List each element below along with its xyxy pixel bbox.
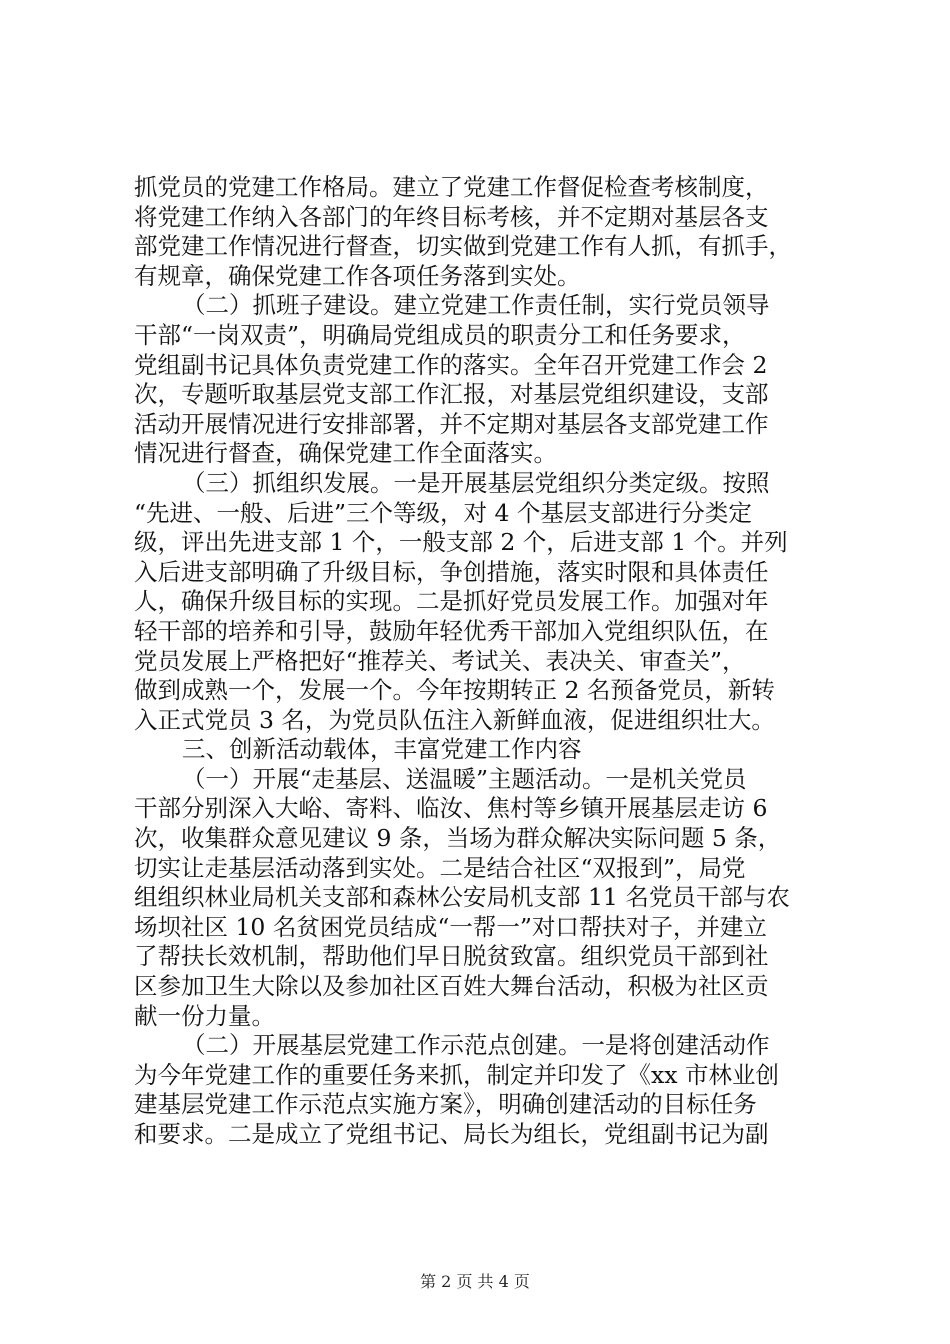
text-line: 次，收集群众意见建议 9 条，当场为群众解决实际问题 5 条， xyxy=(134,824,782,853)
paragraph-start-line: （二）开展基层党建工作示范点创建。一是将创建活动作 xyxy=(182,1031,770,1060)
section-heading: 三、创新活动载体，丰富党建工作内容 xyxy=(182,735,582,764)
paragraph-start-line: （一）开展“走基层、送温暖”主题活动。一是机关党员 xyxy=(182,764,747,793)
text-line: 党组副书记具体负责党建工作的落实。全年召开党建工作会 2 xyxy=(134,350,768,379)
text-line: 献一份力量。 xyxy=(134,1001,275,1030)
text-line: 将党建工作纳入各部门的年终目标考核，并不定期对基层各支 xyxy=(134,202,769,231)
text-line: 抓党员的党建工作格局。建立了党建工作督促检查考核制度， xyxy=(134,173,769,201)
text-line: 入正式党员 3 名，为党员队伍注入新鲜血液，促进组织壮大。 xyxy=(134,705,775,734)
text-line: 人，确保升级目标的实现。二是抓好党员发展工作。加强对年 xyxy=(134,587,769,616)
text-line: 级，评出先进支部 1 个，一般支部 2 个，后进支部 1 个。并列 xyxy=(134,528,788,557)
paragraph-start-line: （三）抓组织发展。一是开展基层党组织分类定级。按照 xyxy=(182,468,770,497)
text-line: “先进、一般、后进”三个等级，对 4 个基层支部进行分类定 xyxy=(134,498,752,527)
text-line: 为今年党建工作的重要任务来抓，制定并印发了《xx 市林业创 xyxy=(134,1060,779,1089)
text-line: 党员发展上严格把好“推荐关、考试关、表决关、审查关”， xyxy=(134,646,746,675)
text-line: 干部分别深入大峪、寄料、临汝、焦村等乡镇开展基层走访 6 xyxy=(134,794,768,823)
text-line: 情况进行督查，确保党建工作全面落实。 xyxy=(134,439,557,468)
text-line: 建基层党建工作示范点实施方案》，明确创建活动的目标任务 xyxy=(134,1090,757,1119)
text-line: 干部“一岗双责”，明确局党组成员的职责分工和任务要求， xyxy=(134,320,746,349)
text-line: 部党建工作情况进行督查，切实做到党建工作有人抓，有抓手， xyxy=(134,232,792,261)
text-line: 区参加卫生大除以及参加社区百姓大舞台活动，积极为社区贡 xyxy=(134,972,769,1001)
text-line: 切实让走基层活动落到实处。二是结合社区“双报到”，局党 xyxy=(134,853,746,882)
text-line: 次，专题听取基层党支部工作汇报，对基层党组织建设，支部 xyxy=(134,380,769,409)
text-line: 活动开展情况进行安排部署，并不定期对基层各支部党建工作 xyxy=(134,409,769,438)
text-line: 场坝社区 10 名贫困党员结成“一帮一”对口帮扶对子，并建立 xyxy=(134,912,767,941)
text-line: 轻干部的培养和引导，鼓励年轻优秀干部加入党组织队伍，在 xyxy=(134,616,769,645)
text-line: 做到成熟一个，发展一个。今年按期转正 2 名预备党员，新转 xyxy=(134,676,775,705)
document-body xyxy=(134,173,824,1150)
text-line: 有规章，确保党建工作各项任务落到实处。 xyxy=(134,261,581,290)
text-line: 了帮扶长效机制，帮助他们早日脱贫致富。组织党员干部到社 xyxy=(134,942,769,971)
page-number-footer: 第 2 页 共 4 页 xyxy=(420,1272,530,1291)
paragraph-start-line: （二）抓班子建设。建立党建工作责任制，实行党员领导 xyxy=(182,291,770,320)
text-line: 入后进支部明确了升级目标，争创措施，落实时限和具体责任 xyxy=(134,557,769,586)
text-line: 组组织林业局机关支部和森林公安局机支部 11 名党员干部与农 xyxy=(134,883,790,912)
text-line: 和要求。二是成立了党组书记、局长为组长，党组副书记为副 xyxy=(134,1120,769,1148)
